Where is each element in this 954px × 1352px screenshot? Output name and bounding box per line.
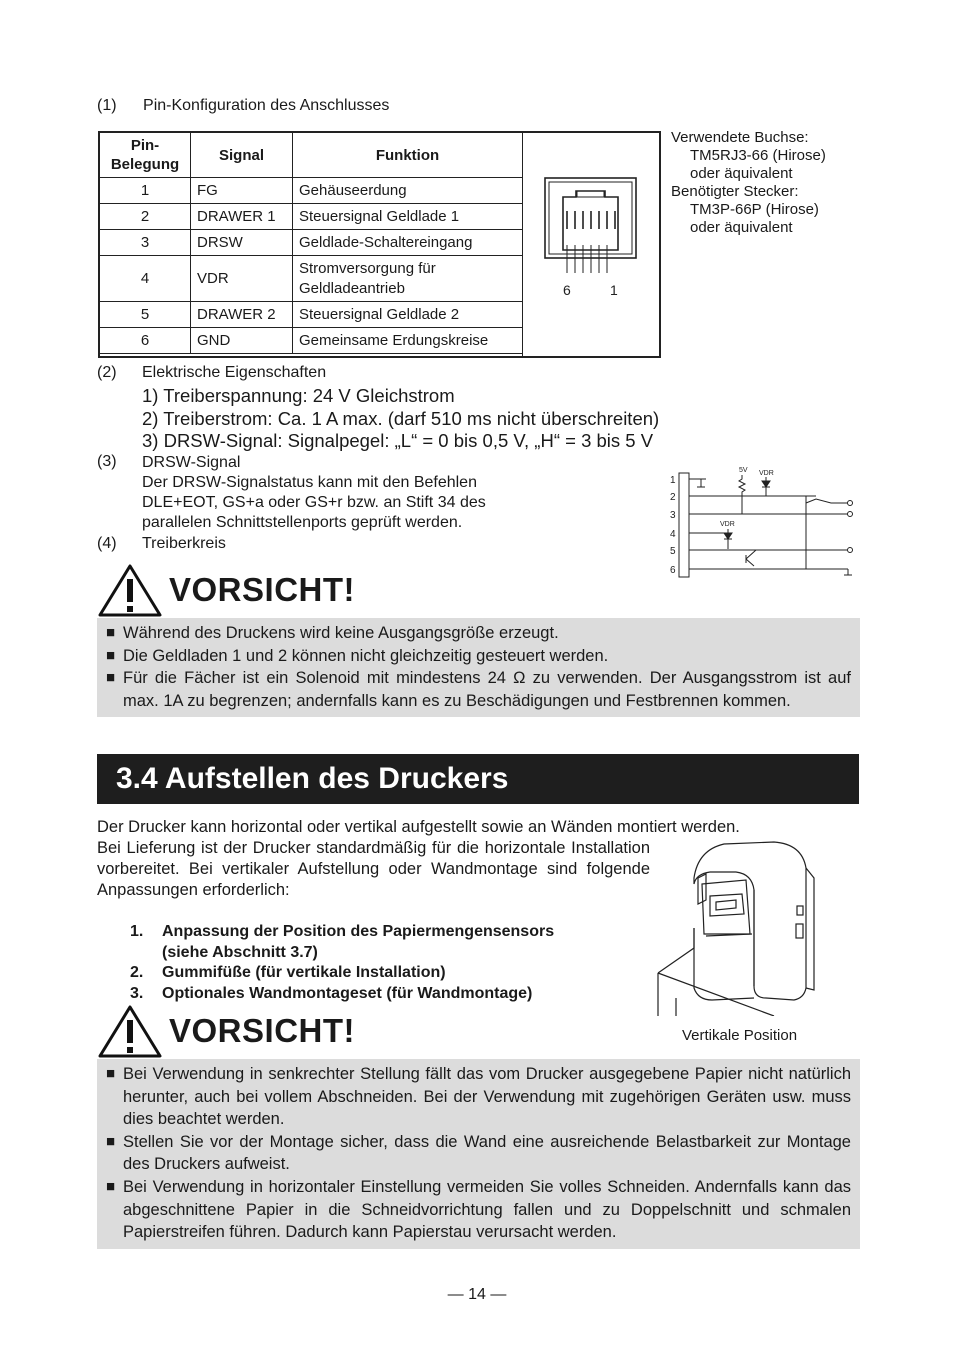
header-pin: Pin- Belegung (100, 133, 191, 178)
connector-label-6: 6 (563, 282, 571, 298)
plug-equiv: oder äquivalent (690, 219, 793, 236)
cell-pin: 4 (100, 256, 191, 302)
circuit-pin-label: 5 (670, 546, 676, 557)
drsw-heading-number: (3) (97, 453, 117, 470)
list-item: ■ Stellen Sie vor der Montage sicher, dass die Wand eine ausreichende Belastbarkeit zur Montage des Druckers aufweist. (106, 1131, 851, 1176)
list-item: 3. Optionales Wandmontageset (für Wandmontage) (130, 984, 533, 1002)
drsw-line: DLE+EOT, GS+a oder GS+r bzw. an Stift 34 des (142, 494, 486, 511)
circuit-5v-label: 5V (739, 467, 748, 474)
heading-text: Treiberkreis (142, 535, 226, 552)
page-number: — 14 — (447, 1286, 507, 1303)
caution-header (97, 1003, 860, 1059)
socket-label: Verwendete Buchse: (671, 129, 809, 146)
caution-title: VORSICHT! (169, 1012, 355, 1049)
list-item: ■ Für die Fächer ist ein Solenoid mit mindestens 24 Ω zu verwenden. Der Ausgangsstrom ist auf max. 1A zu begrenzen; andernfalls kann es zu Beschädigungen und Festbrennen kommen. (106, 667, 851, 712)
plug-label: Benötigter Stecker: (671, 183, 799, 200)
list-item: 2) Treiberstrom: Ca. 1 A max. (darf 510 ms nicht überschreiten) (142, 407, 660, 429)
cell-pin: 6 (100, 328, 191, 354)
connector-label-1: 1 (610, 282, 618, 298)
cell-signal: DRAWER 2 (191, 302, 293, 328)
list-item: 2. Gummifüße (für vertikale Installation) (130, 964, 446, 981)
table-row (100, 302, 523, 328)
header-signal: Signal (191, 133, 293, 178)
circuit-vdr-label: VDR (759, 470, 774, 477)
list-item: 1. Anpassung der Position des Papiermengensensors (siehe Abschnitt 3.7) (130, 923, 555, 961)
table-row (100, 204, 523, 230)
table-row (100, 178, 523, 204)
list-item: ■ Während des Druckens wird keine Ausgangsgröße erzeugt. (106, 622, 851, 645)
cell-pin: 5 (100, 302, 191, 328)
cell-function: Gehäuseerdung (293, 178, 523, 204)
pin-table-header (100, 133, 523, 178)
intro-line: Der Drucker kann horizontal oder vertikal aufgestellt sowie an Wänden montiert werden. (97, 818, 740, 836)
drsw-heading: DRSW-Signal (142, 454, 241, 471)
driver-heading (97, 535, 226, 553)
caution-title: VORSICHT! (169, 571, 355, 608)
table-row (100, 230, 523, 256)
table-row (100, 328, 523, 354)
heading-number: (4) (97, 535, 117, 552)
pin-config-heading (97, 97, 389, 115)
drsw-section (142, 453, 486, 533)
circuit-pin-label: 6 (670, 565, 676, 576)
cell-signal: FG (191, 178, 293, 204)
circuit-pin-label: 1 (670, 475, 676, 486)
intro-paragraph: Bei Lieferung ist der Drucker standardmäßig für die horizontale Installation vorbereitet. Bei vertikaler Aufstellung oder Wandmontage sind folgende Anpassungen erforderlich: (97, 839, 650, 899)
table-row (100, 256, 523, 302)
pin-table (99, 132, 523, 354)
list-item: ■ Bei Verwendung in horizontaler Einstellung vermeiden Sie volles Schneiden. Andernfalls kann das abgeschnittene Papier in die Schneidvorrichtung fallen und zu Doppelschnitt und schmalen Papierstreifen führen. Dadurch kann Papierstau verursacht werden. (106, 1176, 851, 1244)
caution-box (97, 618, 860, 717)
socket-model: TM5RJ3-66 (Hirose) (690, 147, 826, 164)
heading-number: (1) (97, 97, 117, 114)
cell-pin: 2 (100, 204, 191, 230)
circuit-pin-label: 3 (670, 510, 676, 521)
socket-equiv: oder äquivalent (690, 165, 793, 182)
caution-1 (97, 562, 860, 717)
warning-triangle-icon (97, 563, 163, 617)
cell-function: Steuersignal Geldlade 1 (293, 204, 523, 230)
heading-number: (2) (97, 364, 117, 381)
printer-vertical-illustration (654, 838, 854, 1016)
bullet-square-icon: ■ (106, 624, 116, 641)
section-title: 3.4 Aufstellen des Druckers (97, 754, 859, 804)
bullet-square-icon: ■ (106, 1177, 116, 1195)
cell-function: Geldlade-Schaltereingang (293, 230, 523, 256)
cell-pin: 1 (100, 178, 191, 204)
caution-2 (97, 1003, 860, 1249)
cell-function: Gemeinsame Erdungskreise (293, 328, 523, 354)
electrical-list (142, 385, 659, 453)
cell-function: Steuersignal Geldlade 2 (293, 302, 523, 328)
electrical-heading (97, 364, 327, 382)
list-item: ■ Die Geldladen 1 und 2 können nicht gleichzeitig gesteuert werden. (106, 645, 851, 668)
cell-signal: DRAWER 1 (191, 204, 293, 230)
circuit-pin-label: 2 (670, 492, 676, 503)
bullet-square-icon: ■ (106, 669, 116, 687)
bullet-square-icon: ■ (106, 646, 116, 664)
rj-connector-icon (523, 133, 661, 357)
caution-header (97, 562, 860, 618)
circuit-pin-label: 4 (670, 529, 676, 540)
list-item: ■ Bei Verwendung in senkrechter Stellung fällt das vom Drucker ausgegebene Papier nicht natürlich herunter, auch bei vollem Abschneiden. Bei der Verwendung mit zugehörigen Geräten usw. muss dies beachtet werden. (106, 1063, 851, 1131)
drsw-line: Der DRSW-Signalstatus kann mit den Befehlen (142, 474, 477, 491)
adjustment-steps (130, 922, 554, 1004)
connector-info (671, 129, 826, 237)
cell-signal: DRSW (191, 230, 293, 256)
cell-signal: VDR (191, 256, 293, 302)
heading-text: Pin-Konfiguration des Anschlusses (143, 97, 390, 114)
list-item: 3) DRSW-Signal: Signalpegel: „L“ = 0 bis 0,5 V, „H“ = 3 bis 5 V (142, 430, 654, 451)
caution-box (97, 1059, 860, 1249)
cell-signal: GND (191, 328, 293, 354)
bullet-square-icon: ■ (106, 1065, 116, 1082)
header-function: Funktion (293, 133, 523, 178)
image-caption: Vertikale Position (682, 1027, 798, 1044)
circuit-vdr-label: VDR (720, 521, 735, 528)
heading-text: Elektrische Eigenschaften (142, 364, 327, 381)
cell-pin: 3 (100, 230, 191, 256)
bullet-square-icon: ■ (106, 1132, 116, 1150)
connector-diagram (522, 133, 661, 357)
list-item: 1) Treiberspannung: 24 V Gleichstrom (142, 385, 455, 406)
drsw-line: parallelen Schnittstellenports geprüft werden. (142, 514, 463, 531)
cell-function: Stromversorgung für Geldladeantrieb (293, 256, 523, 302)
warning-triangle-icon (97, 1004, 163, 1058)
plug-model: TM3P-66P (Hirose) (690, 201, 819, 218)
